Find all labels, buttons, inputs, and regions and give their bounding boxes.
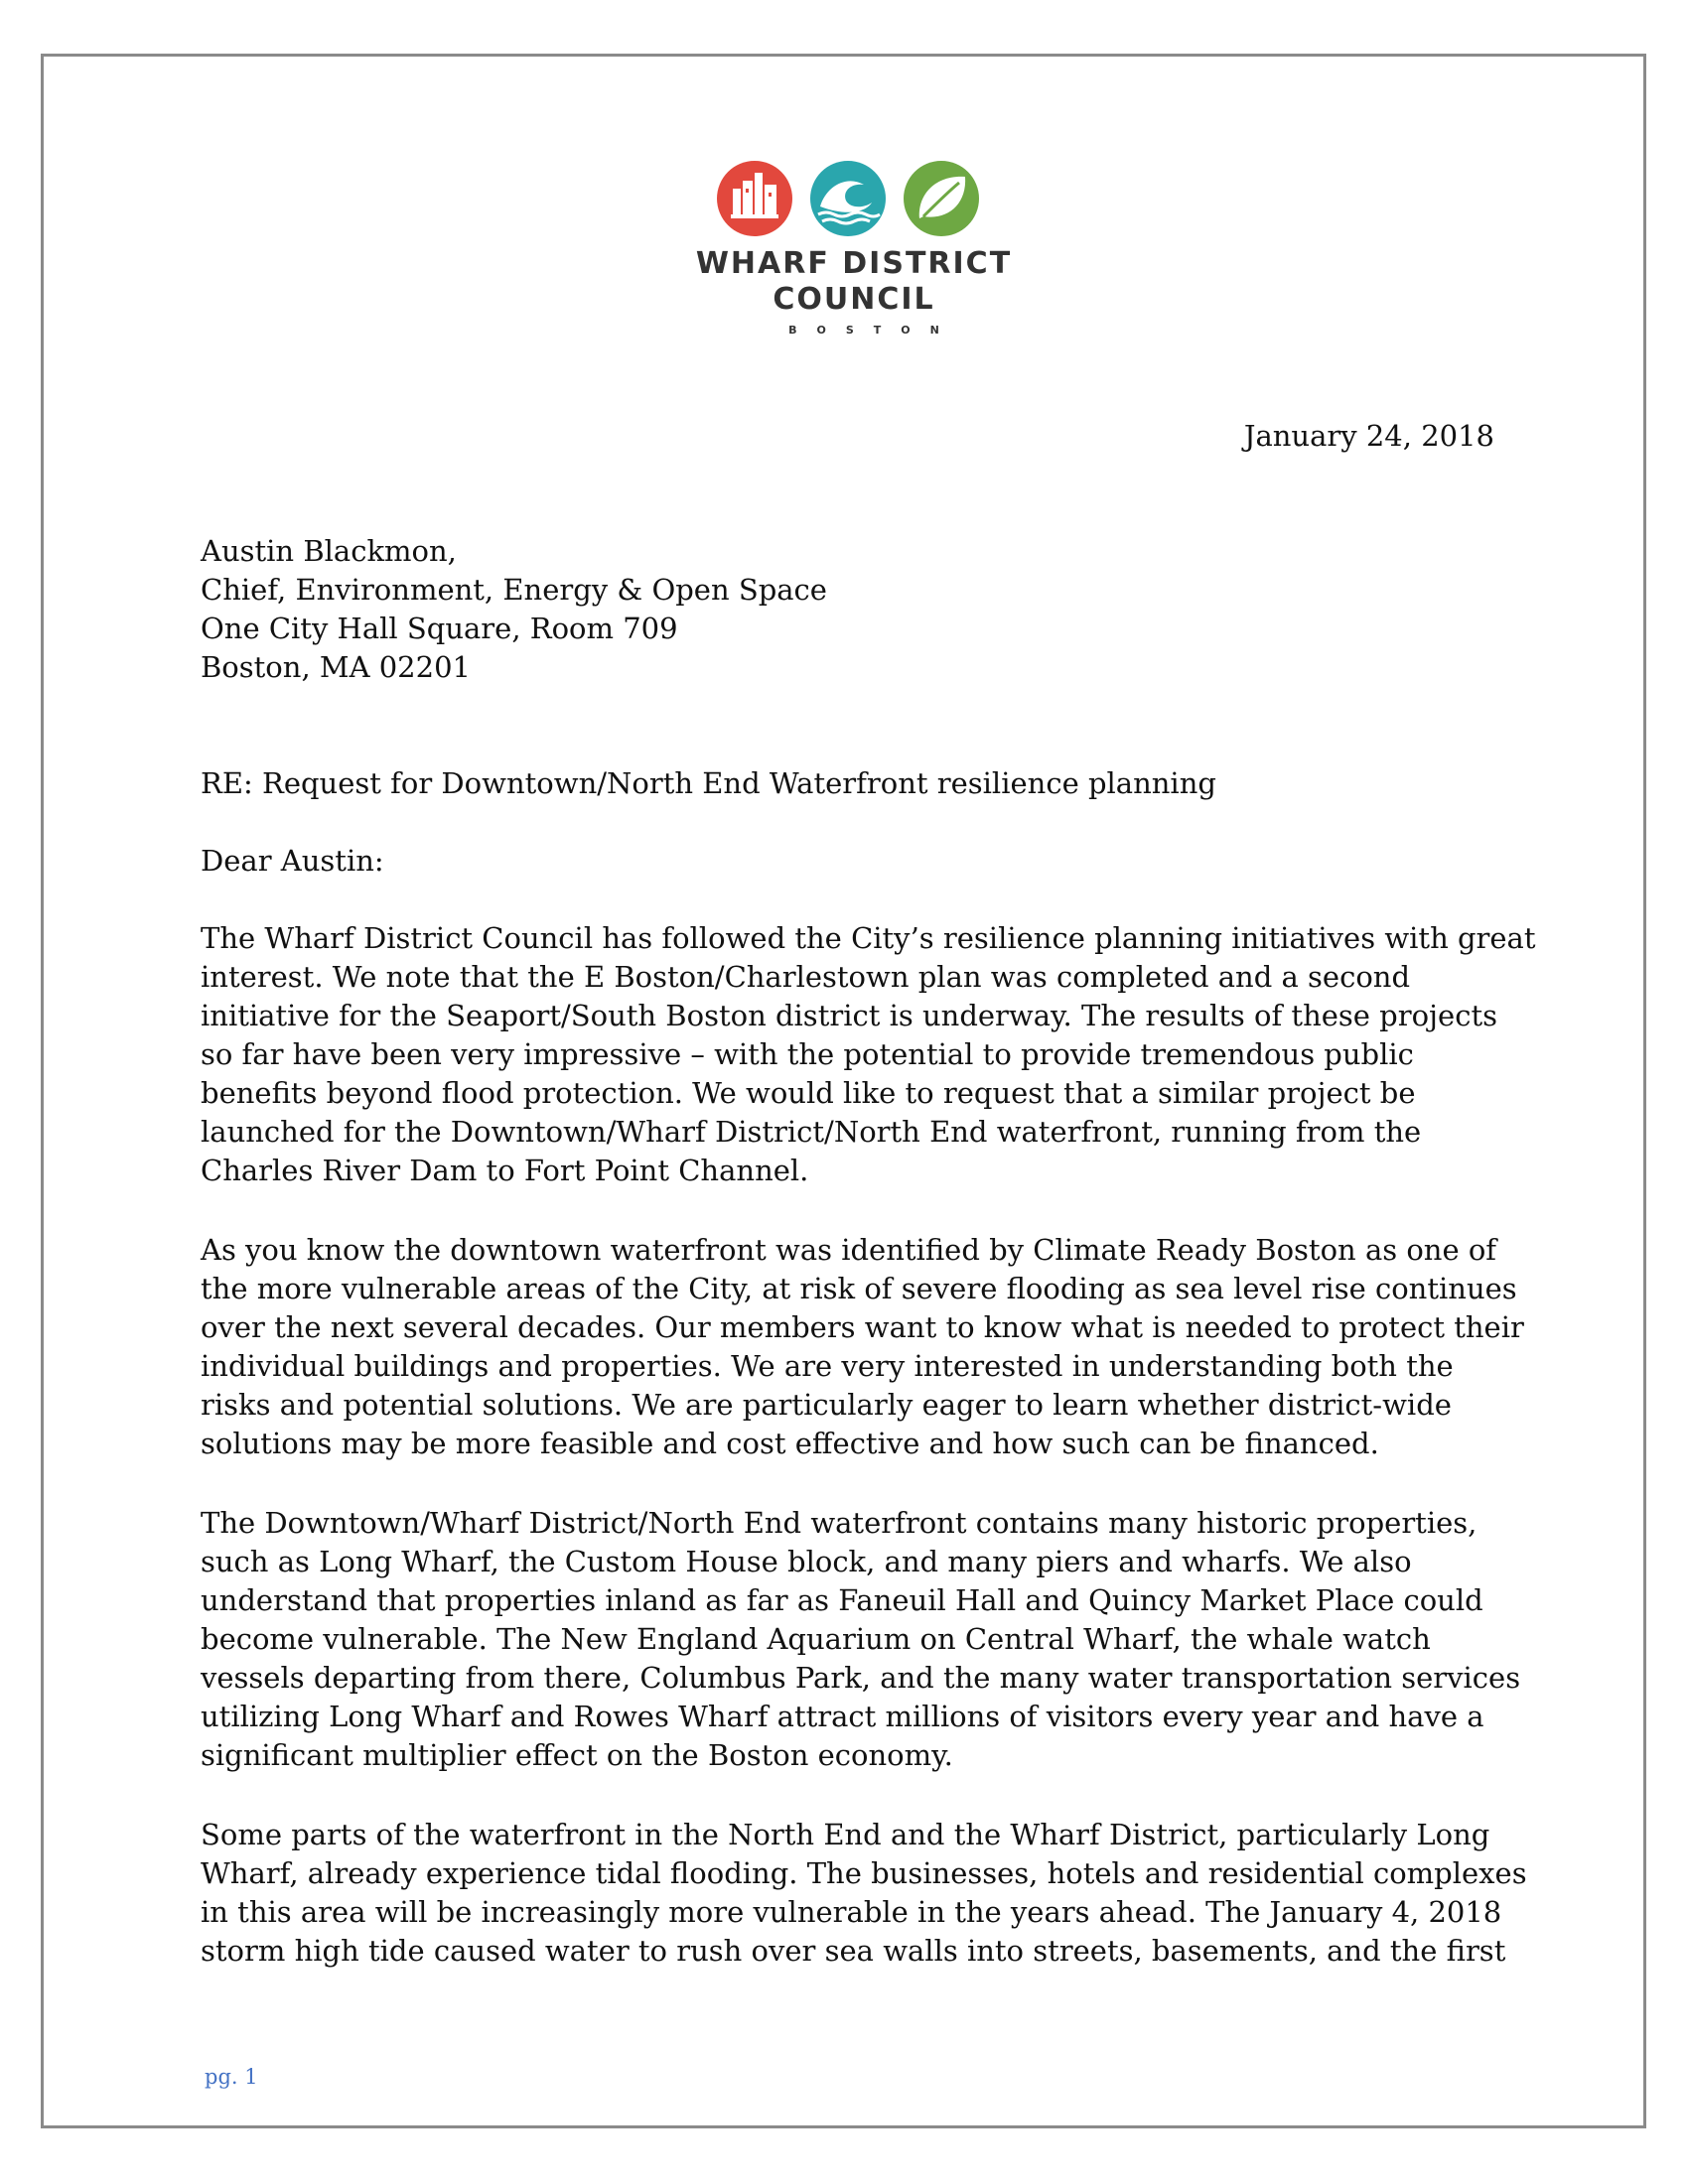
wave-icon — [810, 161, 886, 236]
recipient-city: Boston, MA 02201 — [201, 650, 471, 684]
recipient-street: One City Hall Square, Room 709 — [201, 612, 678, 645]
paragraph-line: launched for the Downtown/Wharf District/North End waterfront, running from the — [201, 1115, 1422, 1149]
paragraph-line: so far have been very impressive – with the potential to provide tremendous public — [201, 1037, 1414, 1071]
paragraph-line: over the next several decades. Our members want to know what is needed to protect their — [201, 1310, 1524, 1344]
paragraph-line: in this area will be increasingly more vulnerable in the years ahead. The January 4, 2018 — [201, 1895, 1502, 1929]
paragraph-3 — [201, 1504, 1520, 1775]
paragraph-line: understand that properties inland as far as Faneuil Hall and Quincy Market Place could — [201, 1583, 1483, 1617]
city-skyline-icon — [717, 161, 792, 236]
recipient-title: Chief, Environment, Energy & Open Space — [201, 573, 827, 607]
paragraph-line: storm high tide caused water to rush over sea walls into streets, basements, and the first — [201, 1934, 1506, 1968]
salutation: Dear Austin: — [201, 844, 384, 878]
leaf-icon — [904, 161, 979, 236]
paragraph-line: significant multiplier effect on the Boston economy. — [201, 1738, 953, 1772]
paragraph-line: benefits beyond flood protection. We would like to request that a similar project be — [201, 1076, 1416, 1110]
paragraph-line: the more vulnerable areas of the City, at risk of severe flooding as sea level rise continues — [201, 1272, 1517, 1305]
paragraph-line: The Wharf District Council has followed the City’s resilience planning initiatives with great — [201, 921, 1536, 955]
paragraph-1 — [201, 919, 1536, 1190]
paragraph-line: Wharf, already experience tidal flooding. The businesses, hotels and residential complexes — [201, 1856, 1527, 1890]
paragraph-line: initiative for the Seaport/South Boston district is underway. The results of these projects — [201, 999, 1497, 1032]
paragraph-line: solutions may be more feasible and cost effective and how such can be financed. — [201, 1427, 1379, 1460]
logo-name-line-2: COUNCIL — [773, 282, 935, 317]
logo-name-line-3: BOSTON — [788, 324, 959, 337]
logo-name-line-1: WHARF DISTRICT — [695, 246, 1013, 281]
letter-date: January 24, 2018 — [1243, 419, 1494, 453]
recipient-name: Austin Blackmon, — [201, 534, 457, 568]
recipient-address — [201, 532, 827, 687]
paragraph-line: individual buildings and properties. We are very interested in understanding both the — [201, 1349, 1454, 1383]
paragraph-4 — [201, 1816, 1527, 1971]
paragraph-line: utilizing Long Wharf and Rowes Wharf attract millions of visitors every year and have a — [201, 1700, 1484, 1733]
page-number: pg. 1 — [205, 2065, 258, 2089]
paragraph-line: risks and potential solutions. We are particularly eager to learn whether district-wide — [201, 1388, 1452, 1422]
paragraph-line: become vulnerable. The New England Aquarium on Central Wharf, the whale watch — [201, 1622, 1431, 1656]
paragraph-line: Charles River Dam to Fort Point Channel. — [201, 1154, 809, 1187]
paragraph-2 — [201, 1231, 1524, 1463]
logo-icons — [715, 159, 993, 238]
paragraph-line: Some parts of the waterfront in the North End and the Wharf District, particularly Long — [201, 1818, 1490, 1851]
paragraph-line: The Downtown/Wharf District/North End waterfront contains many historic properties, — [201, 1506, 1477, 1540]
subject-line: RE: Request for Downtown/North End Waterfront resilience planning — [201, 766, 1216, 800]
paragraph-line: interest. We note that the E Boston/Charlestown plan was completed and a second — [201, 960, 1411, 994]
paragraph-line: such as Long Wharf, the Custom House block, and many piers and wharfs. We also — [201, 1545, 1412, 1578]
wharf-district-council-logo — [665, 159, 1043, 347]
paragraph-line: vessels departing from there, Columbus Park, and the many water transportation services — [201, 1661, 1521, 1695]
paragraph-line: As you know the downtown waterfront was identified by Climate Ready Boston as one of — [201, 1233, 1497, 1267]
